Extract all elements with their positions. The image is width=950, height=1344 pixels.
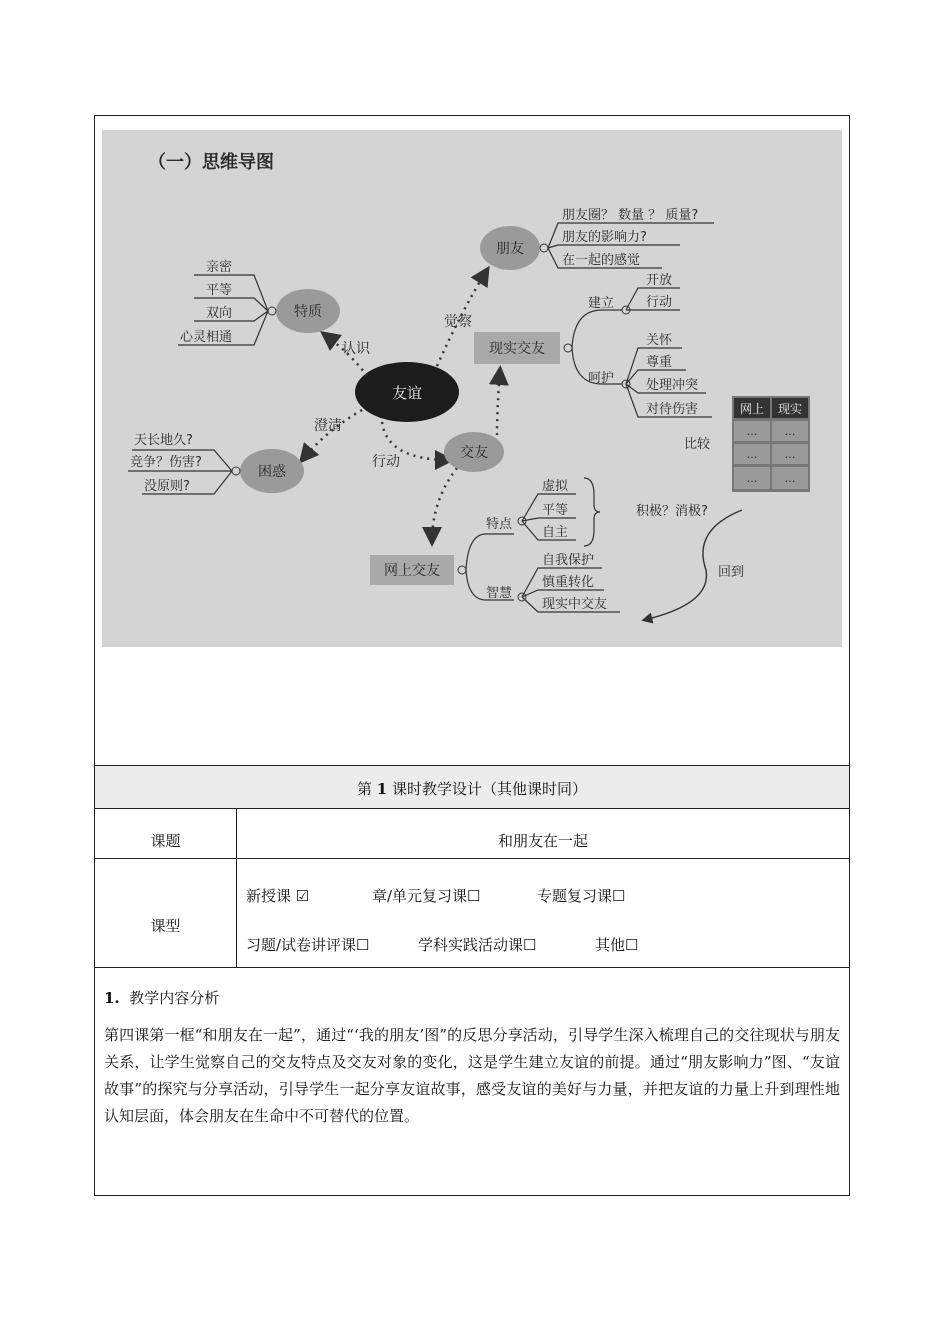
compare-cell: … bbox=[746, 472, 758, 485]
type-option-practice[interactable]: 学科实践活动课☐ bbox=[418, 936, 537, 954]
online-feat-label: 特点 bbox=[486, 517, 513, 532]
real-care-item-1: 尊重 bbox=[646, 355, 673, 370]
center-label: 友谊 bbox=[391, 384, 423, 402]
online-wisdom-item-1: 慎重转化 bbox=[542, 575, 595, 590]
lesson-heading bbox=[95, 778, 849, 799]
traits-label: 特质 bbox=[294, 304, 322, 320]
compare-cell: … bbox=[784, 448, 796, 461]
friends-label: 朋友 bbox=[496, 241, 524, 257]
rule bbox=[94, 765, 850, 766]
real-care-item-0: 关怀 bbox=[646, 333, 673, 348]
section-number: 1. bbox=[104, 989, 120, 1007]
trait-item-0: 亲密 bbox=[206, 260, 233, 275]
compare-label: 比较 bbox=[684, 437, 711, 452]
mind-map-photo bbox=[102, 130, 842, 647]
real-build-label: 建立 bbox=[588, 296, 615, 311]
analysis-paragraph: 第四课第一框“和朋友在一起”，通过“‘我的朋友’图”的反思分享活动，引导学生深入梳理自己的交往现状与朋友关系，让学生觉察自己的交友特点及交友对象的变化，这是学生建立友谊的前提。通过“朋友影响力”图、“友谊故事”的探究与分享活动，引导学生一起分享友谊故事，感受友谊的美好与力量，并把友谊的力量上升到理性地认知层面，体会朋友在生命中不可替代的位置。 bbox=[104, 1026, 840, 1125]
question-label: 积极？消极? bbox=[636, 504, 708, 519]
edge-perceive: 觉察 bbox=[444, 314, 472, 330]
friend-item-0: 朋友圈？ 数量 ？ 质量? bbox=[562, 208, 699, 223]
section-title: 教学内容分析 bbox=[129, 989, 220, 1007]
friend-item-1: 朋友的影响力? bbox=[562, 230, 647, 245]
trait-item-2: 双向 bbox=[206, 306, 233, 321]
heading-number: 1 bbox=[376, 780, 388, 798]
confusion-item-2: 没原则? bbox=[144, 479, 190, 494]
trait-item-1: 平等 bbox=[206, 283, 233, 298]
topic-label: 课题 bbox=[150, 832, 181, 850]
real-care-label: 呵护 bbox=[588, 371, 615, 386]
friend-item-2: 在一起的感觉 bbox=[562, 253, 641, 268]
online-feat-item-1: 平等 bbox=[542, 503, 569, 518]
real-care-item-2: 处理冲突 bbox=[646, 378, 699, 393]
online-label: 网上交友 bbox=[384, 563, 440, 579]
online-feat-item-0: 虚拟 bbox=[542, 479, 569, 494]
online-feat-item-2: 自主 bbox=[542, 525, 569, 540]
type-option-other[interactable]: 其他☐ bbox=[595, 936, 639, 954]
confusion-item-0: 天长地久? bbox=[134, 433, 193, 448]
real-build-item-0: 开放 bbox=[646, 273, 673, 288]
section-heading bbox=[104, 987, 219, 1008]
online-wisdom-item-0: 自我保护 bbox=[542, 553, 595, 568]
mindmap-heading: （一）思维导图 bbox=[148, 152, 274, 173]
trait-item-3: 心灵相通 bbox=[180, 330, 233, 345]
edge-act: 行动 bbox=[372, 454, 400, 470]
rule bbox=[94, 858, 850, 859]
type-option-topic-review[interactable]: 专题复习课☐ bbox=[537, 887, 626, 905]
real-label: 现实交友 bbox=[489, 341, 545, 357]
topic-value: 和朋友在一起 bbox=[497, 832, 588, 850]
online-wisdom-label: 智慧 bbox=[486, 586, 513, 601]
return-label: 回到 bbox=[718, 565, 745, 580]
real-care-item-3: 对待伤害 bbox=[646, 402, 699, 417]
compare-header-1: 现实 bbox=[777, 402, 803, 416]
real-build-item-1: 行动 bbox=[646, 295, 673, 310]
type-option-exercise-review[interactable]: 习题/试卷讲评课☐ bbox=[246, 936, 370, 954]
confusion-item-1: 竞争？伤害? bbox=[130, 455, 202, 470]
compare-cell: … bbox=[746, 448, 758, 461]
edge-recognize: 认识 bbox=[342, 341, 370, 357]
heading-prefix: 第 bbox=[357, 780, 377, 798]
make-label: 交友 bbox=[460, 445, 488, 461]
compare-cell: … bbox=[784, 425, 796, 438]
mind-map-diagram bbox=[102, 130, 842, 647]
rule bbox=[94, 967, 850, 968]
online-wisdom-item-2: 现实中交友 bbox=[542, 597, 608, 612]
type-option-unit-review[interactable]: 章/单元复习课☐ bbox=[372, 887, 481, 905]
rule bbox=[94, 808, 850, 809]
type-option-new[interactable]: 新授课 ☑ bbox=[246, 887, 310, 905]
confusion-label: 困惑 bbox=[258, 464, 286, 480]
type-label: 课型 bbox=[150, 917, 181, 935]
compare-cell: … bbox=[784, 472, 796, 485]
compare-header-0: 网上 bbox=[739, 402, 765, 416]
edge-clarify: 澄清 bbox=[314, 418, 342, 434]
compare-cell: … bbox=[746, 425, 758, 438]
heading-suffix: 课时教学设计（其他课时同） bbox=[387, 780, 587, 798]
